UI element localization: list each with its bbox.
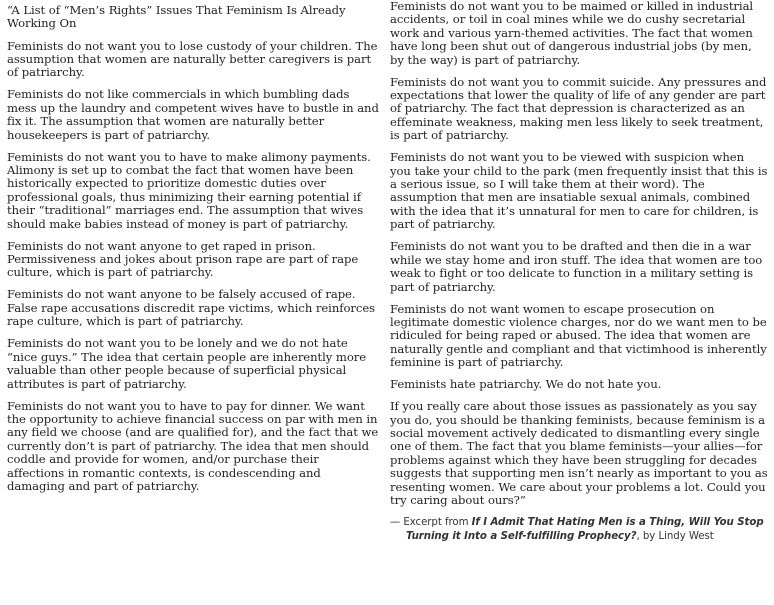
- list-title: “A List of “Men’s Rights” Issues That Feminism Is Already Working On: [7, 3, 346, 31]
- author-suffix: , by Lindy West: [636, 531, 714, 543]
- right-column: [390, 0, 768, 545]
- paragraph-prison-rape: Feminists do not want anyone to get raped in prison. Permissiveness and jokes about prison rape are part of rape culture, which is part of patriarchy.: [7, 238, 359, 280]
- paragraph-domestic-violence: Feminists do not want women to escape prosecution on legitimate domestic violence charges, nor do we want men to be ridiculed for being raped or abused. The idea that women are naturally gentle and compliant and that victimhood is inherently feminine is part of patriarchy.: [390, 301, 767, 370]
- paragraph-custody: Feminists do not want you to lose custody of your children. The assumption that women are naturally better caregivers is part of patriarchy.: [7, 38, 378, 80]
- paragraph-hate-patriarchy: Feminists hate patriarchy. We do not hate you.: [390, 377, 662, 392]
- attribution: [390, 516, 768, 545]
- book-title-line1: If I Admit That Hating Men is a Thing, Will You Stop: [471, 516, 764, 528]
- paragraph-commercials: Feminists do not like commercials in which bumbling dads mess up the laundry and competent wives have to bustle in and fix it. The assumption that women are naturally better housekeepers is part of patriarchy.: [7, 87, 379, 142]
- paragraph-nice-guys: Feminists do not want you to be lonely and we do not hate “nice guys.” The idea that certain people are inherently more valuable than other people because of superficial physical attributes is part of patriarchy.: [7, 336, 367, 391]
- paragraph-draft: Feminists do not want you to be drafted and then die in a war while we stay home and iron stuff. The idea that women are too weak to fight or too delicate to function in a military setting is part of patriarchy.: [390, 239, 763, 294]
- attribution-line2: [390, 530, 768, 545]
- left-column: [7, 4, 379, 502]
- paragraph-alimony: Feminists do not want you to have to make alimony payments. Alimony is set up to combat the fact that women have been historically expected to prioritize domestic duties over professional goals, thus minimizing their earning potential if their “traditional” marriages end. The assumption that wives should make babies instead of money is part of patriarchy.: [7, 149, 371, 231]
- paragraph-park: Feminists do not want you to be viewed with suspicion when you take your child to the park (men frequently insist that this is a serious issue, so I will take them at their word). The assumption that men are insatiable sexual animals, combined with the idea that it’s unnatural for men to care for children, is part of patriarchy.: [390, 150, 768, 232]
- paragraph-conclusion: If you really care about those issues as passionately as you say you do, you should be thanking feminists, because feminism is a social movement actively dedicated to dismantling every single one of them. The fact that you blame feminists—your allies—for problems against which they have been struggling for decades suggests that supporting men isn’t nearly as important to you as resenting women. We care about your problems a lot. Could you try caring about ours?”: [390, 399, 768, 507]
- paragraph-industrial: Feminists do not want you to be maimed or killed in industrial accidents, or toil in coal mines while we do cushy secretarial work and various yarn-themed activities. The fact that women have long been shut out of dangerous industrial jobs (by men, by the way) is part of patriarchy.: [390, 0, 754, 67]
- book-title-line2: Turning it Into a Self-fulfilling Prophecy?: [406, 531, 637, 543]
- paragraph-suicide: Feminists do not want you to commit suicide. Any pressures and expectations that lower the quality of life of any gender are part of patriarchy. The fact that depression is characterized as an effeminate weakness, making men less likely to seek treatment, is part of patriarchy.: [390, 74, 767, 143]
- paragraph-false-accusation: Feminists do not want anyone to be falsely accused of rape. False rape accusations discredit rape victims, which reinforces rape culture, which is part of patriarchy.: [7, 287, 376, 329]
- paragraph-dinner: Feminists do not want you to have to pay for dinner. We want the opportunity to achieve financial success on par with men in any field we choose (and are qualified for), and the fact that we currently don’t is part of patriarchy. The idea that men should coddle and provide for women, and/or purchase their affections in romantic contexts, is condescending and damaging and part of patriarchy.: [7, 398, 379, 493]
- attribution-prefix: — Excerpt from: [390, 516, 472, 528]
